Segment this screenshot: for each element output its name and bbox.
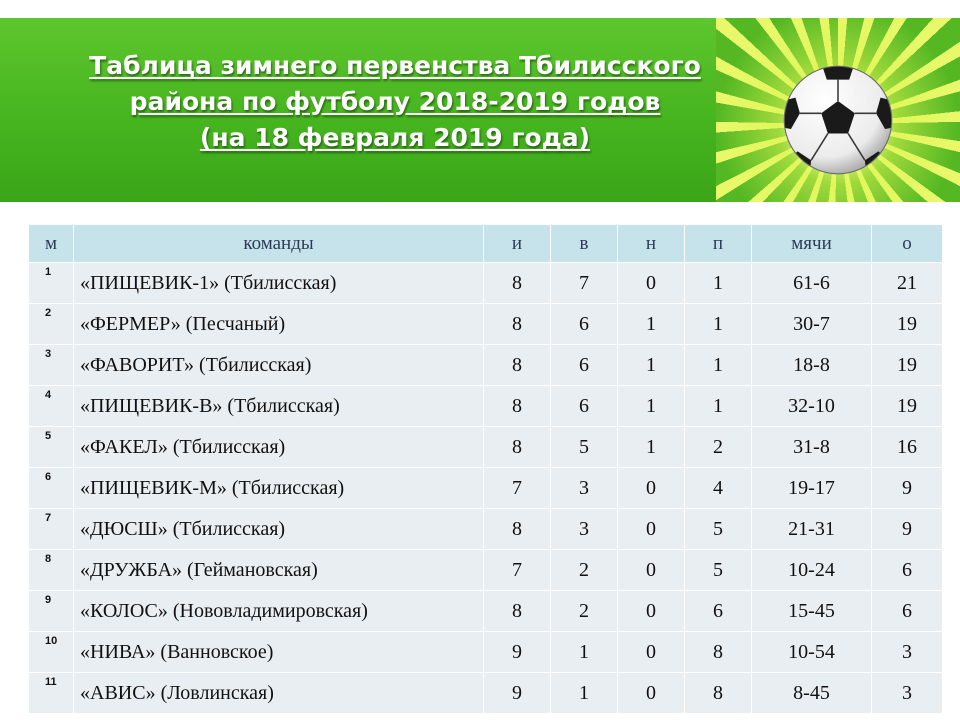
row-draws: 0 (618, 468, 685, 509)
row-goals: 19-17 (752, 468, 872, 509)
table-row (29, 427, 943, 468)
row-wins: 1 (551, 632, 618, 673)
title-line-1: Таблица зимнего первенства Тбилисского (89, 51, 701, 80)
title-line-3: (на 18 февраля 2019 года) (199, 123, 591, 152)
row-losses: 5 (685, 550, 752, 591)
row-wins: 1 (551, 673, 618, 714)
row-losses: 2 (685, 427, 752, 468)
row-games: 8 (484, 386, 551, 427)
row-points: 16 (872, 427, 943, 468)
row-place: 2 (29, 304, 74, 345)
row-goals: 30-7 (752, 304, 872, 345)
row-points: 19 (872, 304, 943, 345)
row-wins: 6 (551, 386, 618, 427)
header-wins: в (551, 225, 618, 263)
table-body (29, 263, 943, 714)
row-games: 8 (484, 509, 551, 550)
header-draws: н (618, 225, 685, 263)
row-draws: 0 (618, 263, 685, 304)
row-points: 6 (872, 591, 943, 632)
row-goals: 32-10 (752, 386, 872, 427)
row-wins: 3 (551, 468, 618, 509)
row-points: 19 (872, 345, 943, 386)
header-place: м (29, 225, 74, 263)
row-draws: 0 (618, 632, 685, 673)
row-place: 10 (29, 632, 74, 673)
row-place: 3 (29, 345, 74, 386)
row-points: 19 (872, 386, 943, 427)
row-games: 8 (484, 304, 551, 345)
row-team: «ФАКЕЛ» (Тбилисская) (74, 427, 484, 468)
row-place: 4 (29, 386, 74, 427)
row-team: «ПИЩЕВИК-М» (Тбилисская) (74, 468, 484, 509)
row-draws: 1 (618, 304, 685, 345)
row-goals: 10-24 (752, 550, 872, 591)
row-goals: 18-8 (752, 345, 872, 386)
row-wins: 5 (551, 427, 618, 468)
table-row (29, 345, 943, 386)
row-wins: 6 (551, 304, 618, 345)
row-games: 8 (484, 591, 551, 632)
row-games: 8 (484, 345, 551, 386)
table-row (29, 673, 943, 714)
row-goals: 61-6 (752, 263, 872, 304)
table-row (29, 304, 943, 345)
row-losses: 1 (685, 263, 752, 304)
header-points: о (872, 225, 943, 263)
table-header-row (29, 225, 943, 263)
row-wins: 7 (551, 263, 618, 304)
row-wins: 3 (551, 509, 618, 550)
row-goals: 31-8 (752, 427, 872, 468)
row-draws: 0 (618, 673, 685, 714)
row-points: 3 (872, 632, 943, 673)
row-draws: 0 (618, 550, 685, 591)
row-losses: 1 (685, 345, 752, 386)
row-points: 6 (872, 550, 943, 591)
row-games: 8 (484, 427, 551, 468)
header-games: и (484, 225, 551, 263)
row-wins: 2 (551, 591, 618, 632)
row-games: 7 (484, 550, 551, 591)
table-row (29, 632, 943, 673)
row-team: «КОЛОС» (Нововладимировская) (74, 591, 484, 632)
table-row (29, 468, 943, 509)
row-place: 6 (29, 468, 74, 509)
title-banner (0, 18, 960, 202)
row-draws: 0 (618, 509, 685, 550)
row-draws: 1 (618, 345, 685, 386)
row-points: 9 (872, 509, 943, 550)
row-points: 9 (872, 468, 943, 509)
header-goals: мячи (752, 225, 872, 263)
standings-table (28, 224, 943, 714)
row-goals: 10-54 (752, 632, 872, 673)
row-games: 9 (484, 673, 551, 714)
row-wins: 2 (551, 550, 618, 591)
row-place: 8 (29, 550, 74, 591)
row-place: 5 (29, 427, 74, 468)
row-goals: 21-31 (752, 509, 872, 550)
row-team: «НИВА» (Ванновское) (74, 632, 484, 673)
row-games: 7 (484, 468, 551, 509)
row-draws: 1 (618, 386, 685, 427)
row-team: «ПИЩЕВИК-1» (Тбилисская) (74, 263, 484, 304)
row-goals: 8-45 (752, 673, 872, 714)
table-row (29, 550, 943, 591)
row-points: 21 (872, 263, 943, 304)
row-goals: 15-45 (752, 591, 872, 632)
row-team: «ФАВОРИТ» (Тбилисская) (74, 345, 484, 386)
row-points: 3 (872, 673, 943, 714)
standings-table-wrapper (28, 224, 943, 714)
row-losses: 1 (685, 304, 752, 345)
row-losses: 1 (685, 386, 752, 427)
row-wins: 6 (551, 345, 618, 386)
row-team: «ДРУЖБА» (Геймановская) (74, 550, 484, 591)
row-team: «ДЮСШ» (Тбилисская) (74, 509, 484, 550)
row-team: «ПИЩЕВИК-В» (Тбилисская) (74, 386, 484, 427)
row-draws: 0 (618, 591, 685, 632)
row-games: 9 (484, 632, 551, 673)
row-team: «АВИС» (Ловлинская) (74, 673, 484, 714)
row-losses: 8 (685, 632, 752, 673)
row-place: 9 (29, 591, 74, 632)
header-losses: п (685, 225, 752, 263)
row-losses: 4 (685, 468, 752, 509)
row-place: 11 (29, 673, 74, 714)
row-losses: 6 (685, 591, 752, 632)
row-games: 8 (484, 263, 551, 304)
table-row (29, 386, 943, 427)
row-team: «ФЕРМЕР» (Песчаный) (74, 304, 484, 345)
row-place: 7 (29, 509, 74, 550)
table-row (29, 509, 943, 550)
soccer-ball-icon (782, 64, 894, 176)
row-place: 1 (29, 263, 74, 304)
light-burst-background (716, 18, 960, 202)
table-row (29, 591, 943, 632)
page-title (0, 48, 790, 156)
title-line-2: района по футболу 2018-2019 годов (129, 87, 661, 116)
row-losses: 5 (685, 509, 752, 550)
row-losses: 8 (685, 673, 752, 714)
header-teams: команды (74, 225, 484, 263)
row-draws: 1 (618, 427, 685, 468)
table-row (29, 263, 943, 304)
